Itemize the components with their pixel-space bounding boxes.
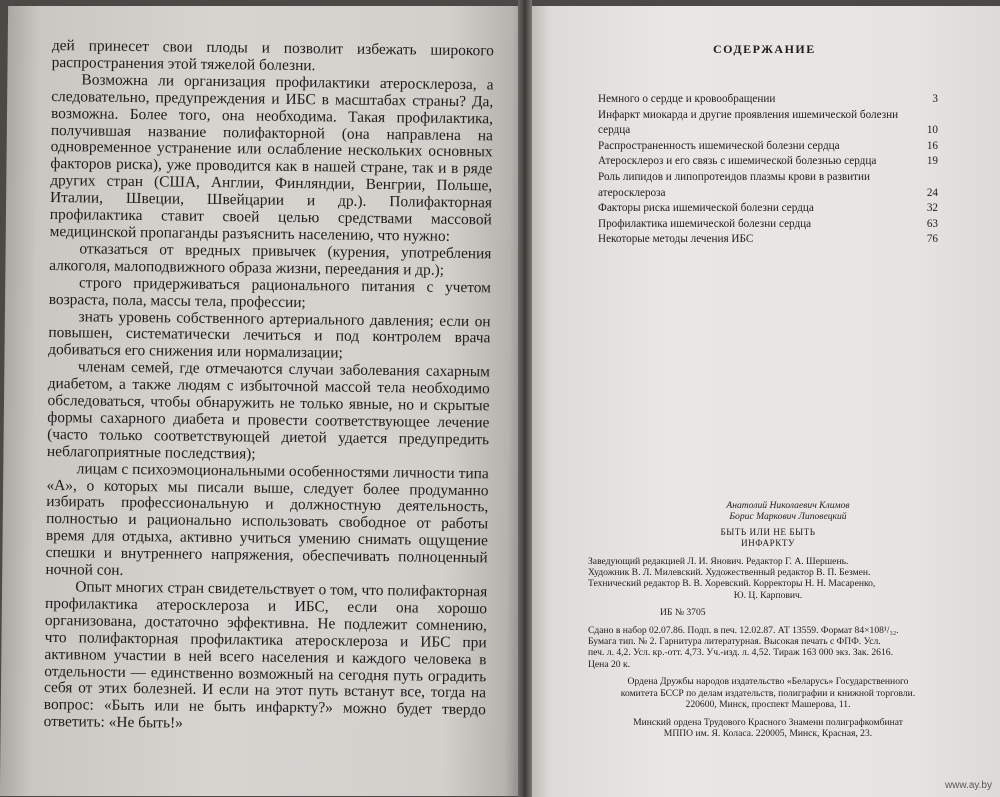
paragraph: членам семей, где отмечаются случаи заболевания сахарным диабетом, а также людям с избыточной массой тела необходимо обследоваться, чтобы обнаружить не только явные, но и скрытые формы сахарного диабета и провести соответствующее лечение (часто только соответствующей диетой удается предупредить неблагоприятные последствия);	[46, 358, 491, 463]
toc-entry	[598, 154, 938, 170]
publisher-info	[588, 676, 948, 710]
toc-entry	[598, 232, 938, 248]
toc-entry	[598, 170, 938, 201]
toc-entry	[598, 108, 938, 139]
toc-entry	[598, 217, 938, 233]
toc-entry-title: Инфаркт миокарда и другие проявления ишемической болезни сердца	[598, 108, 899, 137]
site-watermark: www.ay.by	[944, 780, 992, 791]
staff-credits	[588, 556, 948, 602]
toc-entry	[598, 92, 938, 108]
book-title	[588, 527, 948, 550]
toc-entry-title: Факторы риска ишемической болезни сердца	[598, 202, 814, 215]
left-page-text	[44, 38, 494, 737]
printer-line: Минский ордена Трудового Красного Знамени полиграфкомбинат	[633, 716, 903, 728]
toc-entry-page: 32	[926, 202, 938, 215]
staff-line: Заведующий редакцией Л. И. Янович. Редактор Г. А. Шершень.	[588, 555, 849, 567]
ib-number: ИБ № 3705	[660, 607, 706, 619]
staff-line: Художник В. Л. Милевский. Художественный редактор В. П. Безмен.	[588, 567, 871, 579]
paragraph: отказаться от вредных привычек (курения, употребления алкоголя, малоподвижного образа жизни, переедания и др.);	[49, 240, 492, 279]
publisher-line: комитета БССР по делам издательств, полиграфии и книжной торговли.	[620, 687, 916, 699]
toc-entry-title: Распространенность ишемической болезни сердца	[598, 139, 840, 152]
toc-entry-page: 76	[926, 233, 938, 246]
paragraph: дей принесет свои плоды и позволит избежать широкого распространения этой тяжелой болезни.	[51, 37, 494, 75]
print-info	[588, 625, 948, 671]
toc-entry-page: 16	[926, 139, 938, 152]
toc-entry-title: Некоторые методы лечения ИБС	[598, 233, 754, 246]
toc-entry-title: Немного о сердце и кровообращении	[598, 93, 776, 105]
toc-entry	[598, 201, 938, 217]
toc-entry-title: Атеросклероз и его связь с ишемической болезнью сердца	[598, 155, 877, 168]
toc-entry-title: Роль липидов и липопротеидов плазмы крови в развитии атеросклероза	[598, 170, 871, 199]
book-gutter	[518, 0, 532, 797]
staff-line: Ю. Ц. Карпович.	[733, 589, 803, 601]
print-info-line: Цена 20 к.	[588, 658, 631, 670]
toc-entry-page: 24	[926, 186, 938, 199]
print-info-line: печ. л. 4,2. Усл. кр.-отт. 4,73. Уч.-изд. л. 4,52. Тираж 163 000 экз. Зак. 2616.	[588, 647, 893, 659]
paragraph: Возможна ли организация профилактики атеросклероза, а следовательно, предупреждения и ИБС в масштабах страны? Да, возможна. Более того, она необходима. Такая профилактика, получившая название полифакторной (она направлена на одновременное устранение или ослабление нескольких основных факторов риска), уже проводится как в нашей стране, так и в ряде других стран (США, Англии, Финляндии, Венгрии, Польше, Италии, Швеции, Швейцарии и др.). Полифакторная профилактика ставит своей целью средствами массовой медицинской пропаганды разъяснить населению, что нужно:	[49, 71, 494, 245]
author-line: Анатолий Николаевич Климов	[726, 500, 850, 511]
book-title-line: БЫТЬ ИЛИ НЕ БЫТЬ	[720, 526, 816, 537]
printer-line: МППО им. Я. Коласа. 220005, Минск, Красная, 23.	[663, 727, 873, 739]
toc-entry-page: 63	[926, 217, 938, 230]
paragraph: строго придерживаться рационального питания с учетом возраста, пола, массы тела, профессии;	[48, 274, 492, 311]
toc-heading: СОДЕРЖАНИЕ	[713, 42, 816, 56]
author-line: Борис Маркович Липовецкий	[729, 511, 847, 523]
colophon	[588, 500, 948, 739]
print-info-line: Бумага тип. № 2. Гарнитура литературная. Высокая печать с ФПФ. Усл.	[588, 636, 881, 648]
publisher-line: 220600, Минск, проспект Машерова, 11.	[685, 699, 851, 711]
table-of-contents	[598, 92, 938, 248]
toc-entry-page: 19	[926, 155, 938, 168]
toc-entry-title: Профилактика ишемической болезни сердца	[598, 217, 812, 230]
book-title-line: ИНФАРКТУ	[741, 538, 795, 549]
paragraph: знать уровень собственного артериального давления; если он повышен, систематически лечиться и под контролем врача добиваться его снижения или нормализации;	[48, 307, 491, 362]
paragraph: лицам с психоэмоциональными особенностями личности типа «А», о которых мы писали выше, следует более продуманно избирать профессиональную и должностную деятельность, полностью и рационально использовать свободное от работы время для отдыха, активно учиться умению снимать ощущение спешки и внутреннего напряжения, обеспечивать полноценный ночной сон.	[45, 459, 489, 580]
paragraph: Опыт многих стран свидетельствует о том, что полифакторная профилактика атеросклероза и ИБС, если она хорошо организована, достаточно эффективна. Не подлежит сомнению, что полифакторная профилактика атеросклероза и ИБС при активном участии в ней всего населения и каждого человека в отдельности — единственно возможный на сегодня путь оградить себя от этих болезней. И если на этот путь встанут все, тогда на вопрос: «Быть или не быть инфаркту?» можно будет твердо ответить: «Не быть!»	[43, 578, 488, 732]
printer-info	[588, 717, 948, 740]
toc-entry-page: 3	[932, 93, 938, 105]
print-info-line: Сдано в набор 02.07.86. Подп. в печ. 12.02.87. АТ 13559. Формат 84×108¹/₃₂.	[588, 624, 899, 636]
toc-entry-page: 10	[926, 124, 938, 137]
publisher-line: Ордена Дружбы народов издательство «Беларусь» Государственного	[627, 676, 909, 688]
toc-entry	[598, 139, 938, 155]
staff-line: Технический редактор В. В. Хоревский. Корректоры Н. Н. Масаренко,	[588, 578, 876, 590]
